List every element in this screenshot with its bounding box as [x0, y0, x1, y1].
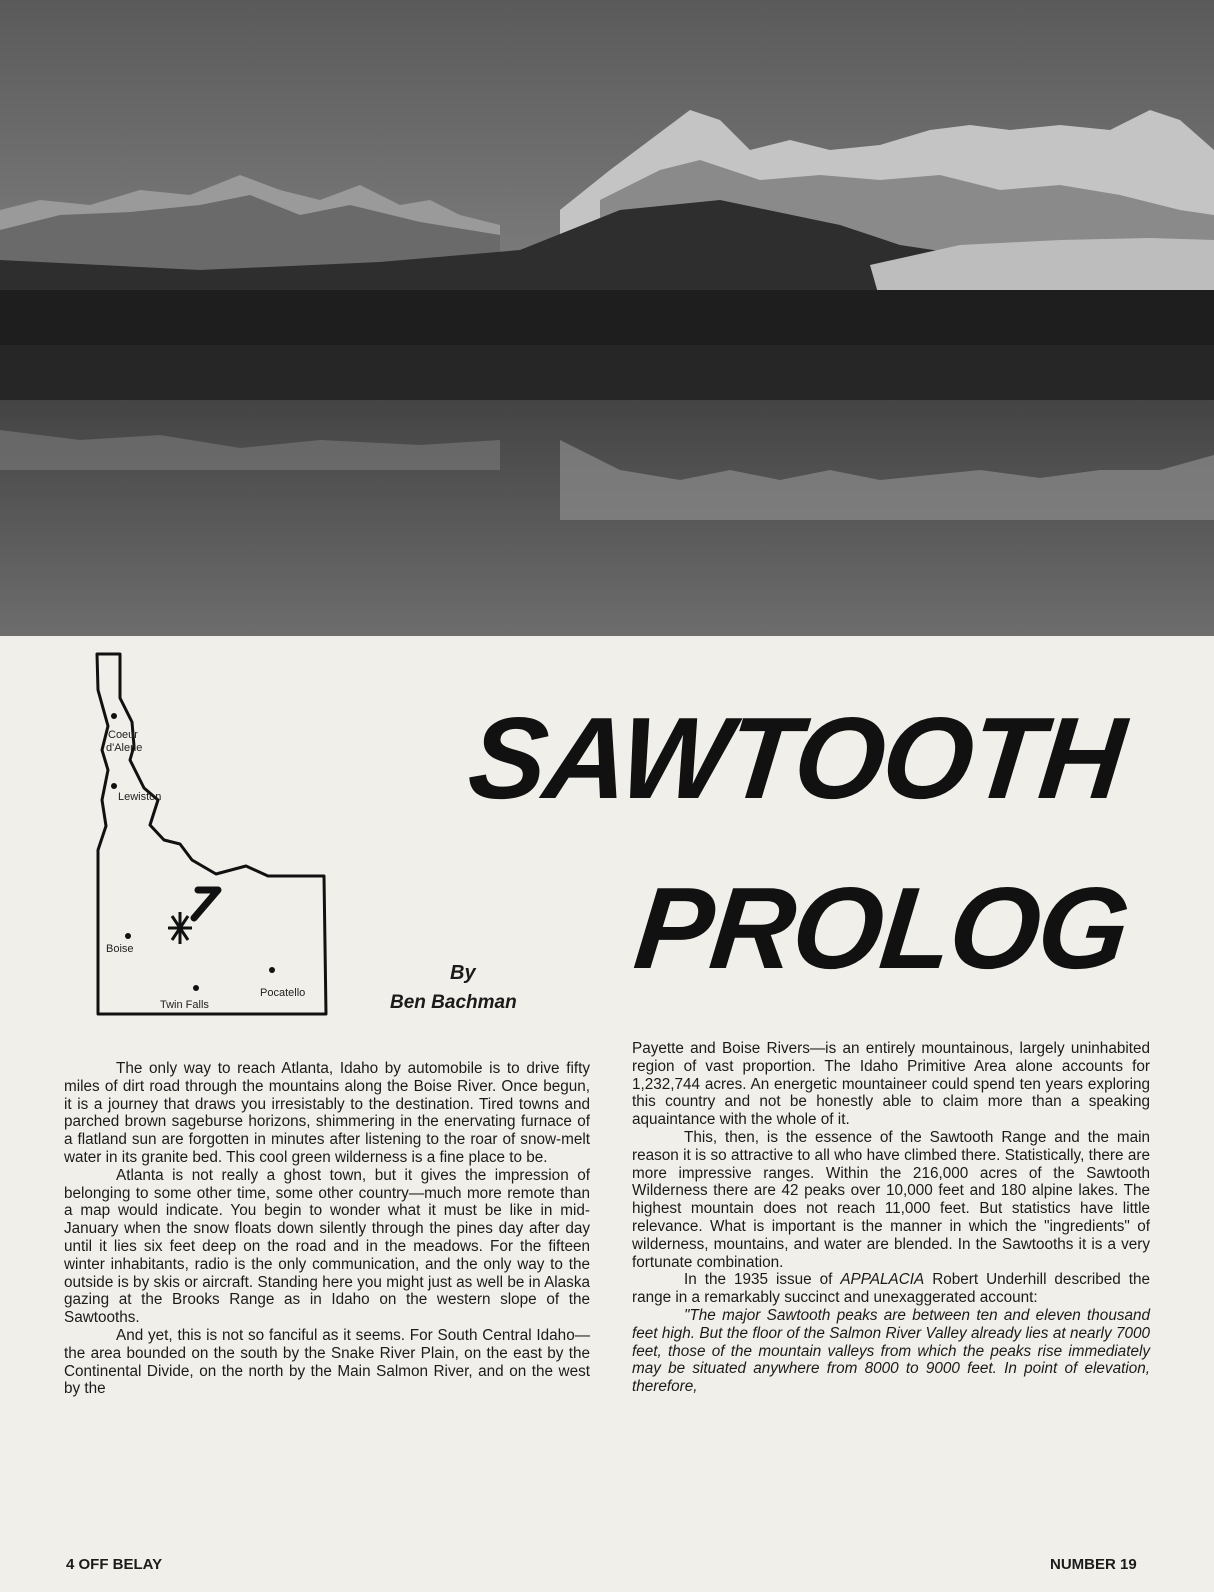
byline-author: Ben Bachman	[390, 992, 517, 1013]
city-marker-lewiston	[111, 783, 117, 789]
city-label-boise: Boise	[106, 943, 134, 955]
footer-issue-number: NUMBER 19	[1050, 1556, 1137, 1573]
idaho-map	[88, 650, 336, 1036]
city-marker-twin-falls	[193, 985, 199, 991]
paragraph: And yet, this is not so fanciful as it seems. For South Central Idaho—the area bounded on the south by the Snake River Plain, on the east by the Continental Divide, on the north by the Main Salmon River, and on the west by the	[64, 1326, 590, 1398]
article-title-line-2: PROLOG	[629, 863, 1134, 993]
article-title-line-1: SAWTOOTH	[463, 693, 1129, 823]
city-label-pocatello: Pocatello	[260, 987, 306, 999]
publication-name: APPALACIA	[840, 1271, 925, 1289]
mountain-lake-photo	[0, 0, 1214, 636]
paragraph: This, then, is the essence of the Sawtooth Range and the main reason it is so attractive to all who have climbed there. Statistically, there are more impressive ranges. Within the 216,000 acres of the Sawtooth Wilderness there are 42 peaks over 10,000 feet and 180 alpine lakes. The highest mountain does not reach 11,000 feet. But statistics have little relevance. What is important is the manner in which the "ingredients" of wilderness, mountains, and water are blended. In the Sawtooths it is a very fortunate combination.	[632, 1128, 1150, 1271]
article-column-right	[632, 1040, 1150, 1396]
article-column-left	[64, 1060, 590, 1398]
footer-page-label: 4 OFF BELAY	[66, 1556, 163, 1573]
paragraph: The only way to reach Atlanta, Idaho by automobile is to drive fifty miles of dirt road through the mountains along the Boise River. Once begun, it is a journey that draws you irresistably to the destination. Tired towns and parched brown sageburse horizons, shimmering in the enervating furnace of a flatland sun are forgotten in minutes after listening to the roar of snow-melt water in its granite bed. This cool green wilderness is a fine place to be.	[64, 1060, 590, 1166]
paragraph: Payette and Boise Rivers—is an entirely mountainous, largely uninhabited region of vast proportion. The Idaho Primitive Area alone accounts for 1,232,744 acres. An energetic mountaineer could spend ten years exploring this country and not be honestly able to claim more than a speaking aquaintance with the whole of it.	[632, 1040, 1150, 1129]
idaho-outline	[88, 650, 336, 1036]
city-label-coeur-dalene-2: d'Alene	[106, 742, 143, 754]
city-label-lewiston: Lewiston	[118, 791, 162, 803]
paragraph: Atlanta is not really a ghost town, but it gives the impression of belonging to some other time, some other country—much more remote than a map would indicate. You begin to wonder what it must be like in mid-January when the snow floats down silently through the pines day after day until it lies six feet deep on the road and in the meadows. For the fifteen winter inhabitants, radio is the only communication, and the only way to the outside is by skis or aircraft. Standing here you might just as well be in Alaska gazing at the Brooks Range as in Idaho on the western slope of the Sawtooths.	[64, 1166, 590, 1327]
byline-by: By	[450, 962, 476, 984]
quote-paragraph: "The major Sawtooth peaks are between ten and eleven thousand feet high. But the floor of the Salmon River Valley already lies at nearly 7000 feet, those of the mountain valleys from which the peaks rise immediately may be situated anywhere from 8000 to 9000 feet. In point of elevation, therefore,	[632, 1306, 1150, 1396]
paragraph: In the 1935 issue of APPALACIA Robert Underhill described the range in a remarkably succinct and unexaggerated account:	[632, 1271, 1150, 1307]
city-marker-boise	[125, 933, 131, 939]
hero-photo	[0, 0, 1214, 636]
city-marker-coeur-dalene	[111, 713, 117, 719]
sawtooth-star-icon	[168, 912, 192, 944]
city-label-twin-falls: Twin Falls	[160, 999, 209, 1011]
pointer-arrow-icon	[194, 890, 218, 918]
city-marker-pocatello	[269, 967, 275, 973]
city-label-coeur-dalene-1: Coeur	[108, 729, 138, 741]
